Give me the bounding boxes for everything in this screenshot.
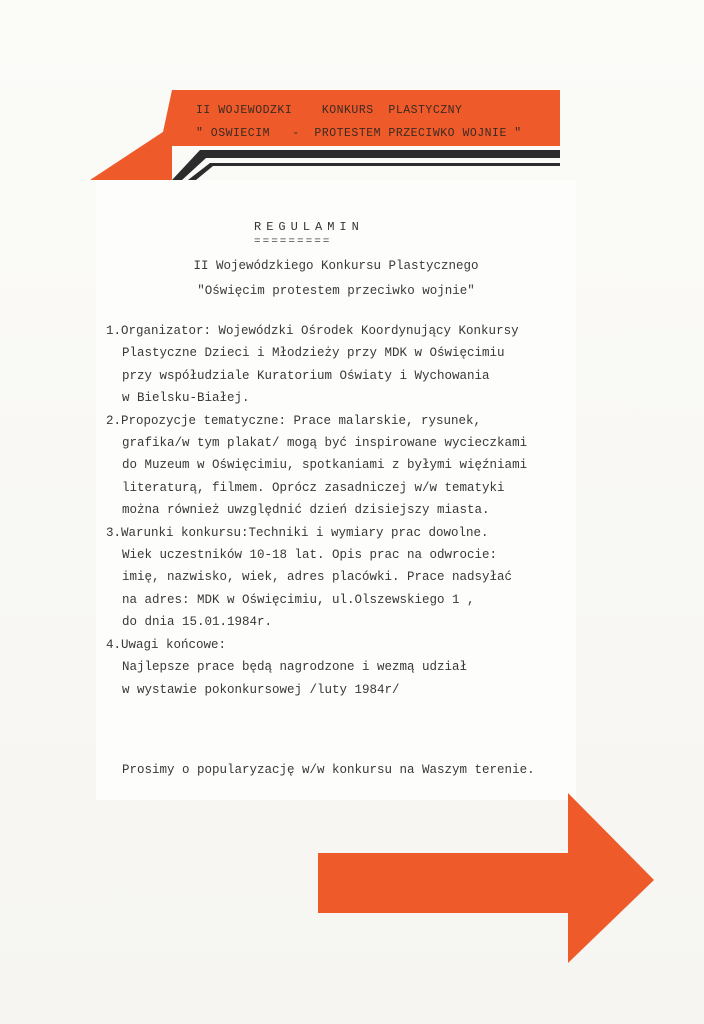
regulation-body xyxy=(106,320,576,701)
regulation-item-2 xyxy=(106,410,576,522)
regulation-item-1 xyxy=(106,320,576,410)
banner-thin-stripe xyxy=(188,163,560,180)
item-heading: 1.Organizator: Wojewódzki Ośrodek Koordynujący Konkursy xyxy=(106,324,519,338)
item-line: przy współudziale Kuratorium Oświaty i Wychowania xyxy=(122,368,490,383)
item-line: na adres: MDK w Oświęcimiu, ul.Olszewskiego 1 , xyxy=(122,592,475,607)
item-line: można również uwzględnić dzień dzisiejszy miasta. xyxy=(122,503,490,518)
regulation-item-3 xyxy=(106,522,576,634)
regulation-item-4 xyxy=(106,634,576,701)
banner-line-1: II WOJEWODZKI KONKURS PLASTYCZNY xyxy=(196,104,463,117)
banner-orange-tail xyxy=(90,126,172,180)
item-line: literaturą, filmem. Oprócz zasadniczej w/w tematyki xyxy=(122,480,505,495)
item-line: do Muzeum w Oświęcimiu, spotkaniami z byłymi więźniami xyxy=(122,458,528,473)
item-line: do dnia 15.01.1984r. xyxy=(122,615,273,630)
closing-note: Prosimy o popularyzację w/w konkursu na Waszym terenie. xyxy=(122,763,535,777)
item-line: grafika/w tym plakat/ mogą być inspirowane wycieczkami xyxy=(122,436,528,451)
item-heading: 2.Propozycje tematyczne: Prace malarskie, rysunek, xyxy=(106,413,482,428)
subtitle-line-1: II Wojewódzkiego Konkursu Plastycznego xyxy=(193,259,479,273)
arrow-right-icon xyxy=(318,793,654,963)
banner-orange-band xyxy=(160,90,560,155)
item-line: w wystawie pokonkursowej /luty 1984r/ xyxy=(122,682,400,697)
item-line: w Bielsku-Białej. xyxy=(122,391,250,406)
subtitle-line-2: "Oświęcim protestem przeciwko wojnie" xyxy=(197,284,475,298)
item-line: imię, nazwisko, wiek, adres placówki. Prace nadsyłać xyxy=(122,570,513,585)
item-line: Najlepsze prace będą nagrodzone i wezmą udział xyxy=(122,660,468,675)
item-heading: 4.Uwagi końcowe: xyxy=(106,637,227,652)
page-title: REGULAMIN xyxy=(254,220,364,234)
title-underline: ========= xyxy=(254,236,332,248)
item-heading: 3.Warunki konkursu:Techniki i wymiary prac dowolne. xyxy=(106,525,489,540)
item-line: Plastyczne Dzieci i Młodzieży przy MDK w Oświęcimiu xyxy=(122,346,505,361)
item-line: Wiek uczestników 10-18 lat. Opis prac na odwrocie: xyxy=(122,548,498,563)
banner-line-2: " OSWIECIM - PROTESTEM PRZECIWKO WOJNIE " xyxy=(196,127,522,140)
